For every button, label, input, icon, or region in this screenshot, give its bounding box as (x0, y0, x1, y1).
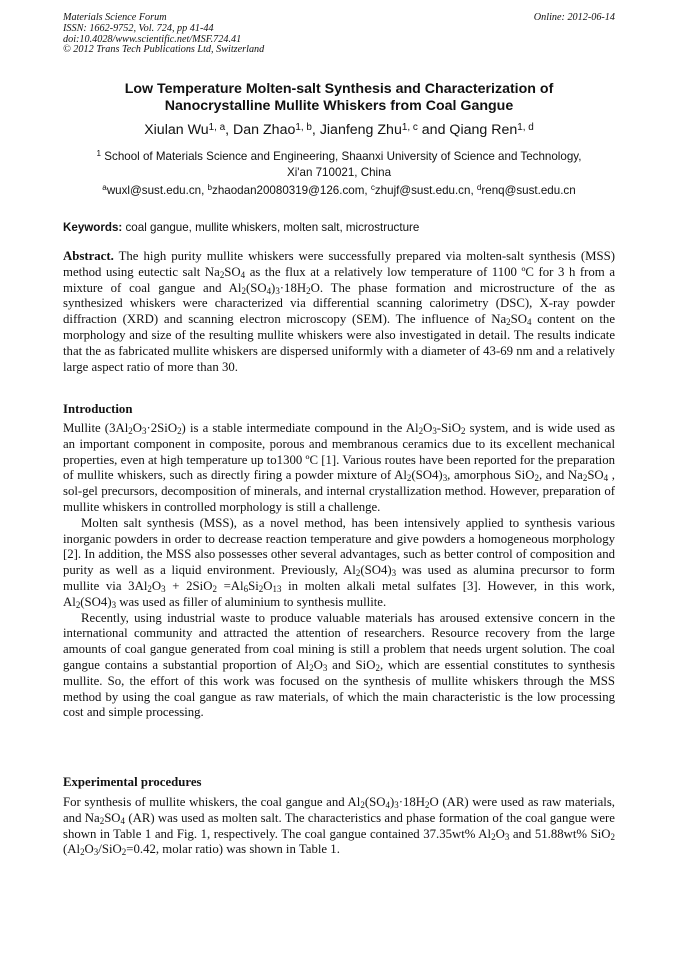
sub: 3 (275, 285, 280, 296)
sub: 2 (121, 847, 127, 858)
text: as the flux at a relatively low temperature of 1100 ºC for 3 h from a mixture of coal gangue and Al (63, 264, 615, 295)
text: O (495, 826, 505, 841)
text: O (313, 657, 323, 672)
text: ·2SiO (146, 421, 178, 435)
abstract (63, 249, 615, 375)
sub: 3 (391, 568, 397, 579)
doi-line: doi:10.4028/www.scientific.net/MSF.724.41 (63, 33, 242, 45)
sub: 2 (258, 583, 264, 594)
sub: 2 (610, 831, 615, 842)
author-list (63, 122, 615, 139)
sub: 2 (309, 662, 314, 673)
text: O (AR) were used as raw materials, and Na (63, 795, 615, 825)
sub: 2 (355, 568, 361, 579)
text: in molten alkali metal sulfates [3]. However, in this work, Al (63, 578, 616, 609)
sub: 4 (603, 473, 609, 484)
sub: 2 (418, 426, 424, 436)
sub: 3 (93, 847, 99, 858)
issn-line: ISSN: 1662-9752, Vol. 724, pp 41-44 (63, 22, 214, 34)
sub: 2 (582, 473, 588, 484)
separator: , (311, 122, 320, 138)
text: (AR) was used as molten salt. The characteristics and phase formation of the coal gangue were shown in Table 1 and Fig. 1, respectively. The coal gangue contained 37.35wt% Al (63, 810, 615, 841)
text: The high purity mullite whiskers were successfully prepared via molten-salt synthesis (MSS) method using eutectic salt Na (63, 249, 615, 279)
text: O. The phase formation and microstructure of the as synthesized whiskers were characterized via differential scanning calorimetry (DSC), X-ray powder diffraction (XRD) and scanning electron microscopy (SEM). The influence of Na (63, 280, 615, 327)
sub: 3 (504, 831, 510, 842)
online-date: Online: 2012-06-14 (533, 12, 615, 23)
text: -SiO (436, 421, 461, 435)
text: (Al (63, 842, 81, 857)
keywords-label: Keywords: (63, 221, 123, 234)
email-link[interactable]: zhujf@sust.edu.cn (374, 184, 471, 197)
paper-title (63, 81, 615, 115)
sub: 2 (425, 800, 430, 810)
text: O (263, 578, 273, 593)
text: O (132, 421, 142, 435)
text: /SiO (98, 842, 122, 857)
affil-number: 1 (96, 149, 102, 158)
email-link[interactable]: zhaodan20080319@126.com (212, 184, 365, 197)
paragraph (63, 611, 615, 722)
email-mark: a (102, 183, 107, 192)
text: ·18H (279, 280, 307, 295)
text: SO (587, 468, 604, 483)
author-name: Qiang Ren (449, 122, 518, 138)
text: Molten salt synthesis (MSS), as a novel method, has been intensively applied to synthesis various inorganic powders in order to decrease reaction temperature and give powders a homogeneous morphology [2]. In addition, the MSS also possesses other several advantages, such as better control of composition and purity as well as a liquid environment. Previously, Al (63, 515, 615, 578)
sub: 2 (99, 815, 105, 826)
text: Si (248, 578, 259, 593)
sub: 2 (375, 662, 380, 673)
sub: 13 (272, 583, 282, 594)
section-heading-experimental: Experimental procedures (63, 775, 202, 789)
text: ) (389, 795, 395, 809)
sub: 4 (266, 285, 272, 296)
author-name: Dan Zhao (233, 122, 296, 138)
text: system, and is wide used as an important component in composite, porous and membranous ceramics due to its excellent mechanical properties, even at high temperature up to1300 ºC [1]. Various routes have been reported for the preparation of mullite whiskers, such as directly firing a powder mixture of Al (63, 421, 615, 483)
title-line-1: Low Temperature Molten-salt Synthesis and Characterization of (124, 81, 554, 97)
text: (SO4) (80, 594, 112, 609)
email-link[interactable]: renq@sust.edu.cn (481, 184, 576, 197)
text: Mullite (3Al (63, 421, 129, 435)
sub: 2 (177, 426, 182, 436)
text: , and Na (538, 468, 583, 483)
text: For synthesis of mullite whiskers, the coal gangue and Al (63, 795, 361, 809)
text: (SO4) (360, 563, 392, 578)
paragraph (63, 516, 615, 611)
text: was used as filler of aluminium to synthesis mullite. (116, 594, 387, 609)
sub: 4 (385, 800, 390, 810)
email-mark: c (370, 183, 375, 192)
text: , sol-gel precursors, decomposition of minerals, and internal crystallization method. However, preparation of mullite whiskers in controlled morphology is still a challenge. (63, 468, 615, 514)
email-mark: d (476, 183, 482, 192)
abstract-label: Abstract. (63, 249, 114, 263)
sub: 3 (142, 426, 147, 436)
text: (SO (245, 280, 267, 295)
text: and SiO (327, 657, 376, 672)
email-mark: b (207, 183, 213, 192)
text: O (423, 421, 433, 435)
text: =Al (216, 578, 244, 593)
text: ·18H (398, 795, 425, 809)
title-line-2: Nanocrystalline Mullite Whiskers from Coal Gangue (164, 98, 514, 114)
text: O (84, 842, 94, 857)
text: content on the morphology and size of the resulting mullite whiskers were also investigated in detail. The results indicate that the as fabricated mullite whiskers are dispersed uniformly with a diameter of 43-69 nm and a relatively large aspect ratio of more than 30. (63, 312, 615, 374)
sub: 2 (491, 831, 496, 842)
text: , which are essential constitutes to synthesis mullite. So, the effort of this work was focused on the synthesis of mullite whiskers through the MSS method by using the coal gangue as raw materials, of which the main characteristic is the low processing cost and simple processing. (63, 657, 615, 720)
text: O (151, 578, 162, 593)
text: ) is a stable intermediate compound in the Al (181, 421, 419, 435)
email-list: $^a$wuxl@sust.edu.cn, $^b$zhaodan20080319@126.com, $^c$zhujf@sust.edu.cn, $^d$renq@sust.edu.cn (102, 183, 576, 197)
separator: , (225, 122, 234, 138)
sub: 2 (360, 800, 365, 810)
sub: 2 (306, 285, 311, 296)
text: SO (104, 810, 121, 825)
text: and 51.88wt% SiO (509, 826, 611, 841)
sub: 3 (394, 800, 399, 810)
author-affil-mark: 1, a (208, 122, 226, 133)
keywords-text: coal gangue, mullite whiskers, molten salt, microstructure (122, 221, 420, 234)
sub: 2 (460, 426, 466, 436)
author-affil-mark: 1, b (295, 122, 312, 133)
text: , amorphous SiO (447, 468, 535, 483)
sub: 4 (527, 317, 532, 328)
sub: 3 (322, 662, 328, 673)
journal-name: Materials Science Forum (63, 12, 167, 23)
sub: 2 (406, 473, 412, 484)
text: SO (224, 264, 241, 279)
copyright-line: © 2012 Trans Tech Publications Ltd, Switzerland (63, 44, 265, 56)
sub: 4 (120, 815, 126, 826)
sub: 2 (147, 583, 152, 594)
text: (SO (364, 795, 386, 809)
sub: 2 (80, 847, 85, 858)
sub: 3 (432, 426, 437, 436)
paragraph (63, 795, 615, 858)
text: (SO4) (411, 468, 443, 483)
sub: 2 (212, 583, 217, 594)
sub: 2 (75, 599, 81, 610)
sub: 3 (442, 473, 448, 484)
sub: 2 (534, 473, 539, 484)
sub: 4 (240, 269, 246, 280)
sub: 2 (241, 285, 246, 296)
author-affil-mark: 1, d (517, 122, 534, 133)
sub: 3 (111, 599, 117, 610)
sub: 2 (506, 317, 511, 328)
keywords (63, 220, 615, 235)
author-name: Jianfeng Zhu (319, 122, 402, 138)
text: Recently, using industrial waste to produce valuable materials has aroused extensive concern in the international community and attracted the attention of researchers. Resource recovery from the large amounts of coal gangue generated from coal mining is still a problem that needs urgent solution. The coal gangue contains a substantial proportion of Al (63, 610, 615, 672)
text: =0.42, molar ratio) was shown in Table 1. (126, 842, 340, 857)
author-name: Xiulan Wu (144, 122, 209, 138)
affil-line-2: Xi'an 710021, China (286, 166, 392, 179)
paragraph (63, 421, 615, 516)
affiliation (63, 149, 615, 181)
text: + 2SiO (165, 578, 213, 593)
section-heading-introduction: Introduction (63, 402, 133, 416)
sub: 2 (219, 269, 225, 280)
sub: 6 (243, 583, 249, 594)
text: was used as alumina precursor to form mullite via 3Al (63, 563, 615, 593)
introduction-body (63, 421, 615, 721)
experimental-body (63, 795, 615, 858)
email-link[interactable]: wuxl@sust.edu.cn (106, 184, 202, 197)
sub: 3 (161, 583, 166, 594)
text: ) (271, 280, 276, 295)
separator: and (417, 122, 450, 138)
publication-info (63, 13, 615, 56)
text: SO (510, 312, 527, 327)
affil-line-1: School of Materials Science and Engineering, Shaanxi University of Science and Technology, (104, 150, 582, 163)
page-header (63, 13, 615, 56)
sub: 2 (128, 426, 133, 436)
author-affil-mark: 1, c (401, 122, 418, 133)
